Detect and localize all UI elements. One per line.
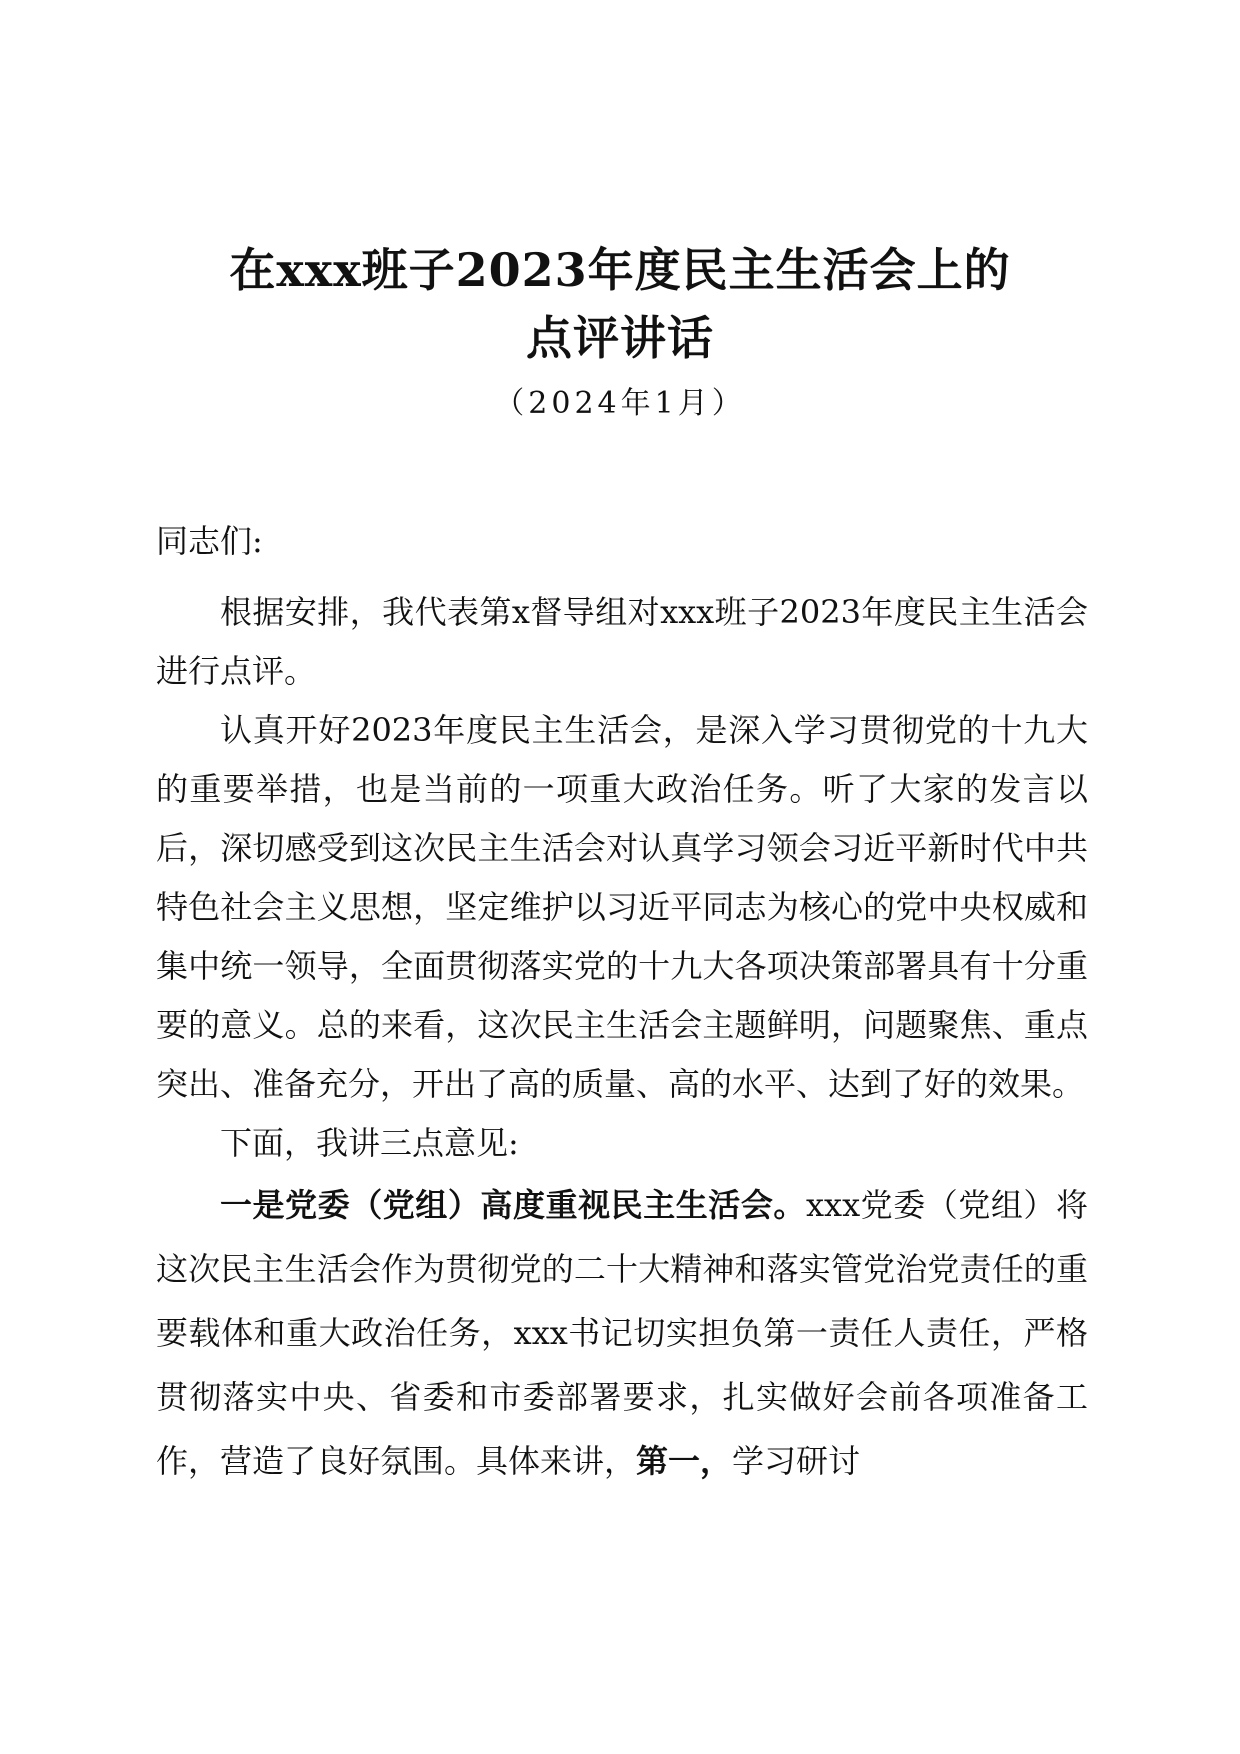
point-one-text: xxx党委（党组）将这次民主生活会作为贯彻党的二十大精神和落实管党治党责任的重要载体和重大政治任务，xxx书记切实担负第一责任人责任，严格贯彻落实中央、省委和市委部署要求，扎实做好会前各项准备工作，营造了良好氛围。具体来讲，	[156, 1186, 1088, 1480]
point-one-heading: 一是党委（党组）高度重视民主生活会。	[220, 1186, 806, 1224]
point-one-first-marker: 第一，	[636, 1442, 733, 1480]
document-date: （2024年1月）	[494, 386, 746, 421]
document-body	[156, 512, 1088, 1493]
paragraph-three-points-intro: 下面，我讲三点意见:	[220, 1124, 519, 1162]
paragraph-significance: 认真开好2023年度民主生活会，是深入学习贯彻党的十九大的重要举措，也是当前的一项重大政治任务。听了大家的发言以后，深切感受到这次民主生活会对认真学习领会习近平新时代中共特色社会主义思想，坚定维护以习近平同志为核心的党中央权威和集中统一领导，全面贯彻落实党的十九大各项决策部署具有十分重要的意义。总的来看，这次民主生活会主题鲜明，问题聚焦、重点突出、准备充分，开出了高的质量、高的水平、达到了好的效果。	[156, 711, 1088, 1103]
document-title-line1: 在xxx班子2023年度民主生活会上的	[229, 243, 1011, 297]
document-title-line2: 点评讲话	[526, 311, 714, 365]
salutation: 同志们:	[156, 522, 263, 560]
paragraph-point-one	[156, 1173, 1088, 1493]
paragraph-arrangement: 根据安排，我代表第x督导组对xxx班子2023年度民主生活会进行点评。	[156, 593, 1088, 690]
point-one-text-continued: 学习研讨	[732, 1442, 861, 1480]
